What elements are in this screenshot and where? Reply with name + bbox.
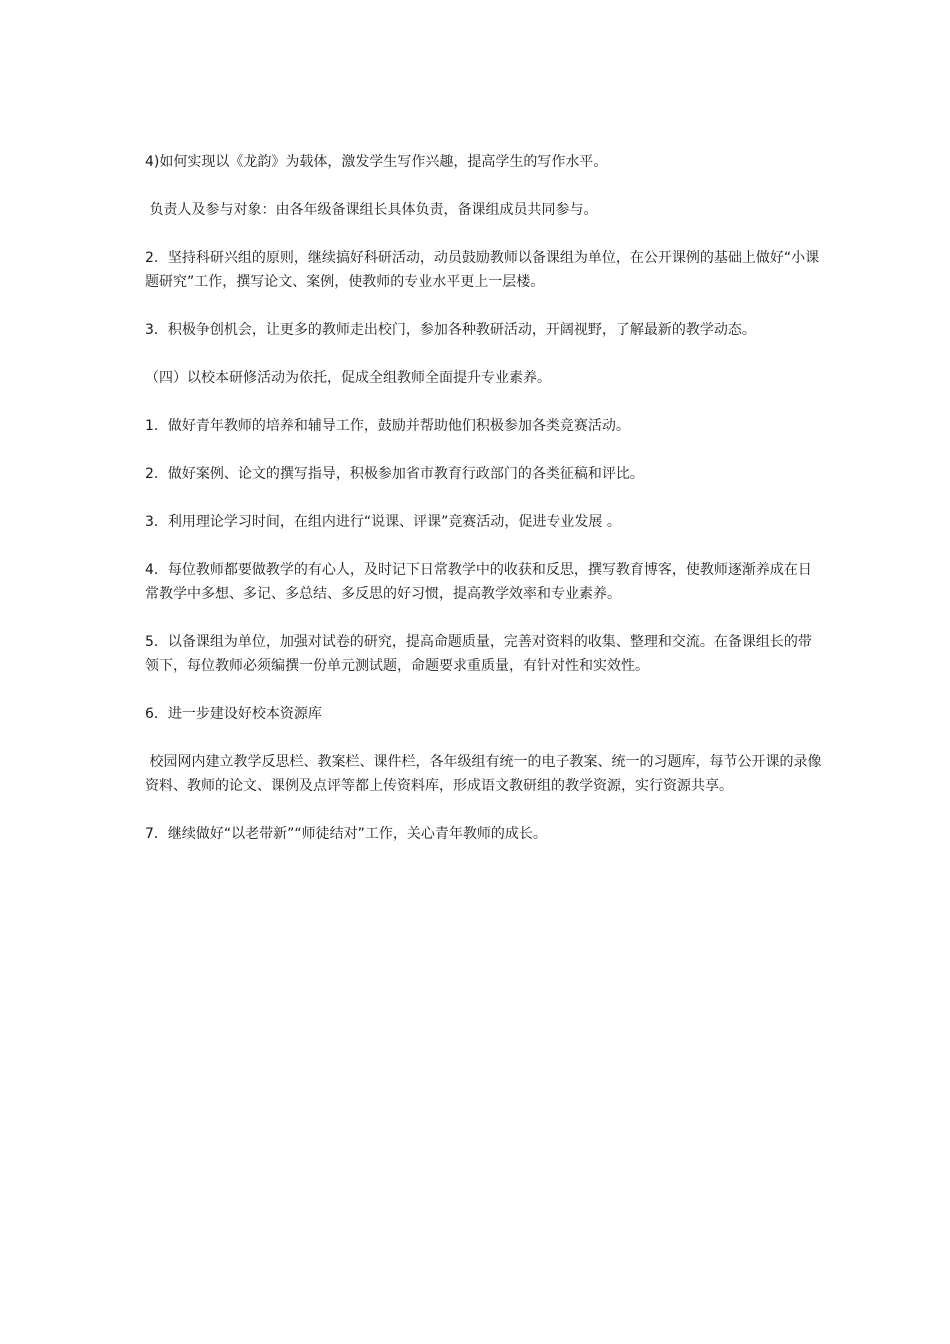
paragraph-mentorship: 7．继续做好“以老带新”“师徒结对”工作，关心青年教师的成长。 (145, 826, 547, 842)
paragraph-reflection: 4．每位教师都要做教学的有心人，及时记下日常教学中的收获和反思，撰写教育博客，使教师逐渐养成在日常教学中多想、多记、多总结、多反思的好习惯，提高教学效率和专业素养。 (145, 562, 812, 602)
paragraph-lesson-evaluation: 3．利用理论学习时间，在组内进行“说课、评课”竞赛活动，促进专业发展 。 (145, 514, 621, 530)
paragraph-external-activities: 3．积极争创机会，让更多的教师走出校门，参加各种教研活动，开阔视野，了解最新的教学动态。 (145, 322, 756, 338)
paragraph-resource-library: 6．进一步建设好校本资源库 (145, 706, 322, 722)
paragraph-exam-research: 5．以备课组为单位，加强对试卷的研究，提高命题质量，完善对资料的收集、整理和交流。在备课组长的带领下，每位教师必须编撰一份单元测试题，命题要求重质量，有针对性和实效性。 (145, 634, 812, 674)
paragraph-campus-network: 校园网内建立教学反思栏、教案栏、课件栏，各年级组有统一的电子教案、统一的习题库，每节公开课的录像资料、教师的论文、课例及点评等都上传资料库，形成语文教研组的教学资源，实行资源共享。 (145, 754, 822, 794)
paragraph-case-papers: 2．做好案例、论文的撰写指导，积极参加省市教育行政部门的各类征稿和评比。 (145, 466, 644, 482)
paragraph-responsible-party: 负责人及参与对象：由各年级备课组长具体负责，备课组成员共同参与。 (145, 202, 598, 218)
section-heading-school-training: （四）以校本研修活动为依托，促成全组教师全面提升专业素养。 (145, 370, 551, 386)
document-body (145, 150, 825, 870)
paragraph-writing-goal: 4)如何实现以《龙韵》为载体，激发学生写作兴趣，提高学生的写作水平。 (145, 154, 608, 170)
paragraph-young-teachers: 1．做好青年教师的培养和辅导工作，鼓励并帮助他们积极参加各类竞赛活动。 (145, 418, 630, 434)
paragraph-research-activities: 2．坚持科研兴组的原则，继续搞好科研活动，动员鼓励教师以备课组为单位，在公开课例的基础上做好“小课题研究”工作，撰写论文、案例，使教师的专业水平更上一层楼。 (145, 250, 820, 290)
